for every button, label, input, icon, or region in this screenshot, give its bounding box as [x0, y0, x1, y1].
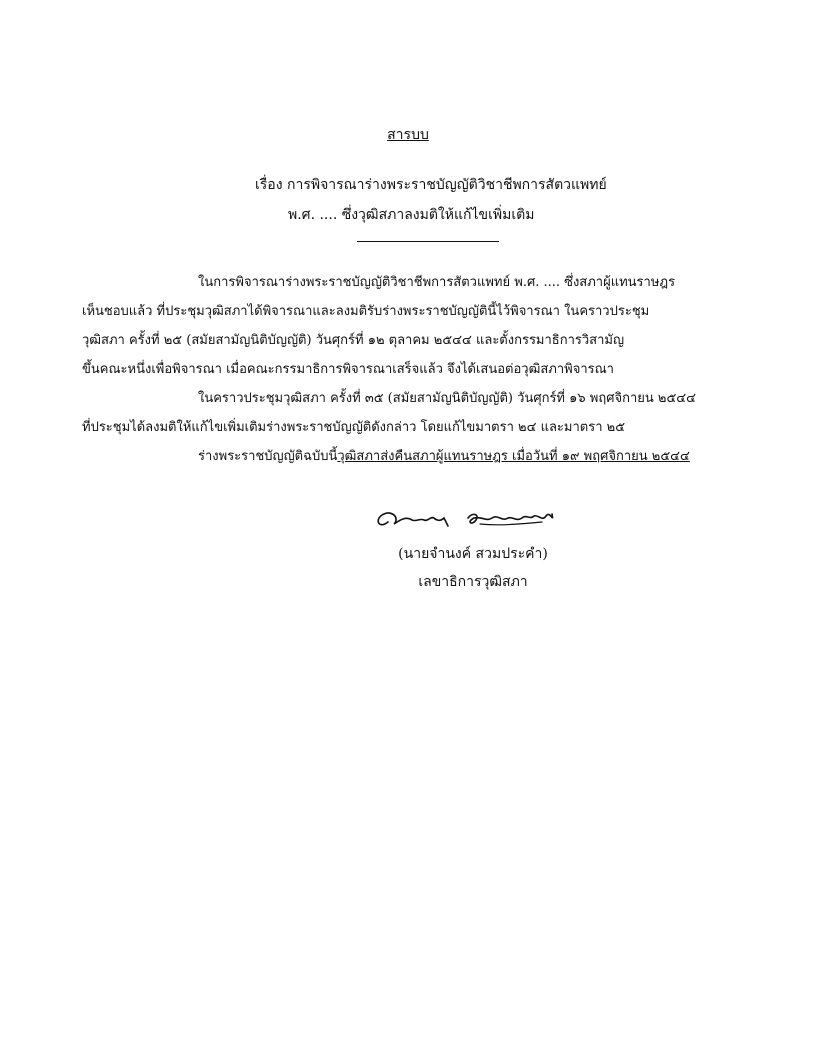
body-line: ขึ้นคณะหนึ่งเพื่อพิจารณา เมื่อคณะกรรมาธิการพิจารณาเสร็จแล้ว จึงได้เสนอต่อวุฒิสภาพิจารณา	[82, 362, 614, 377]
document-heading: สารบบ	[387, 127, 429, 143]
subject-block	[200, 170, 660, 230]
body-line-final	[82, 442, 752, 471]
separator-rule	[357, 241, 499, 242]
subject-line-1: เรื่อง การพิจารณาร่างพระราชบัญญัติวิชาชีพการสัตวแพทย์	[255, 177, 607, 193]
subject-line-2: พ.ศ. .... ซึ่งวุฒิสภาลงมติให้แก้ไขเพิ่มเติม	[288, 207, 535, 223]
handwritten-signature	[370, 500, 570, 540]
final-line-underlined: วุฒิสภาส่งคืนสภาผู้แทนราษฎร เมื่อวันที่ ๑๙ พฤศจิกายน ๒๕๔๔	[337, 449, 690, 464]
body-line: ในคราวประชุมวุฒิสภา ครั้งที่ ๓๕ (สมัยสามัญนิติบัญญัติ) วันศุกร์ที่ ๑๖ พฤศจิกายน ๒๕๔๔	[198, 391, 696, 406]
body-line: ที่ประชุมได้ลงมติให้แก้ไขเพิ่มเติมร่างพระราชบัญญัติดังกล่าว โดยแก้ไขมาตรา ๒๔ และมาตรา ๒๕	[82, 420, 626, 435]
signatory-title: เลขาธิการวุฒิสภา	[418, 574, 528, 590]
body-line: วุฒิสภา ครั้งที่ ๒๕ (สมัยสามัญนิติบัญญัติ) วันศุกร์ที่ ๑๒ ตุลาคม ๒๕๔๔ และตั้งกรรมาธิการวิสามัญ	[82, 333, 625, 348]
document-body	[82, 268, 752, 471]
signatory-name: (นายจำนงค์ สวมประคำ)	[398, 546, 548, 562]
body-line: เห็นชอบแล้ว ที่ประชุมวุฒิสภาได้พิจารณาและลงมติรับร่างพระราชบัญญัตินี้ไว้พิจารณา ในคราวประชุม	[82, 304, 650, 319]
final-line-prefix: ร่างพระราชบัญญัติฉบับนี้	[198, 449, 338, 464]
body-line: ในการพิจารณาร่างพระราชบัญญัติวิชาชีพการสัตวแพทย์ พ.ศ. .... ซึ่งสภาผู้แทนราษฎร	[198, 275, 676, 290]
signatory-block	[0, 540, 816, 596]
